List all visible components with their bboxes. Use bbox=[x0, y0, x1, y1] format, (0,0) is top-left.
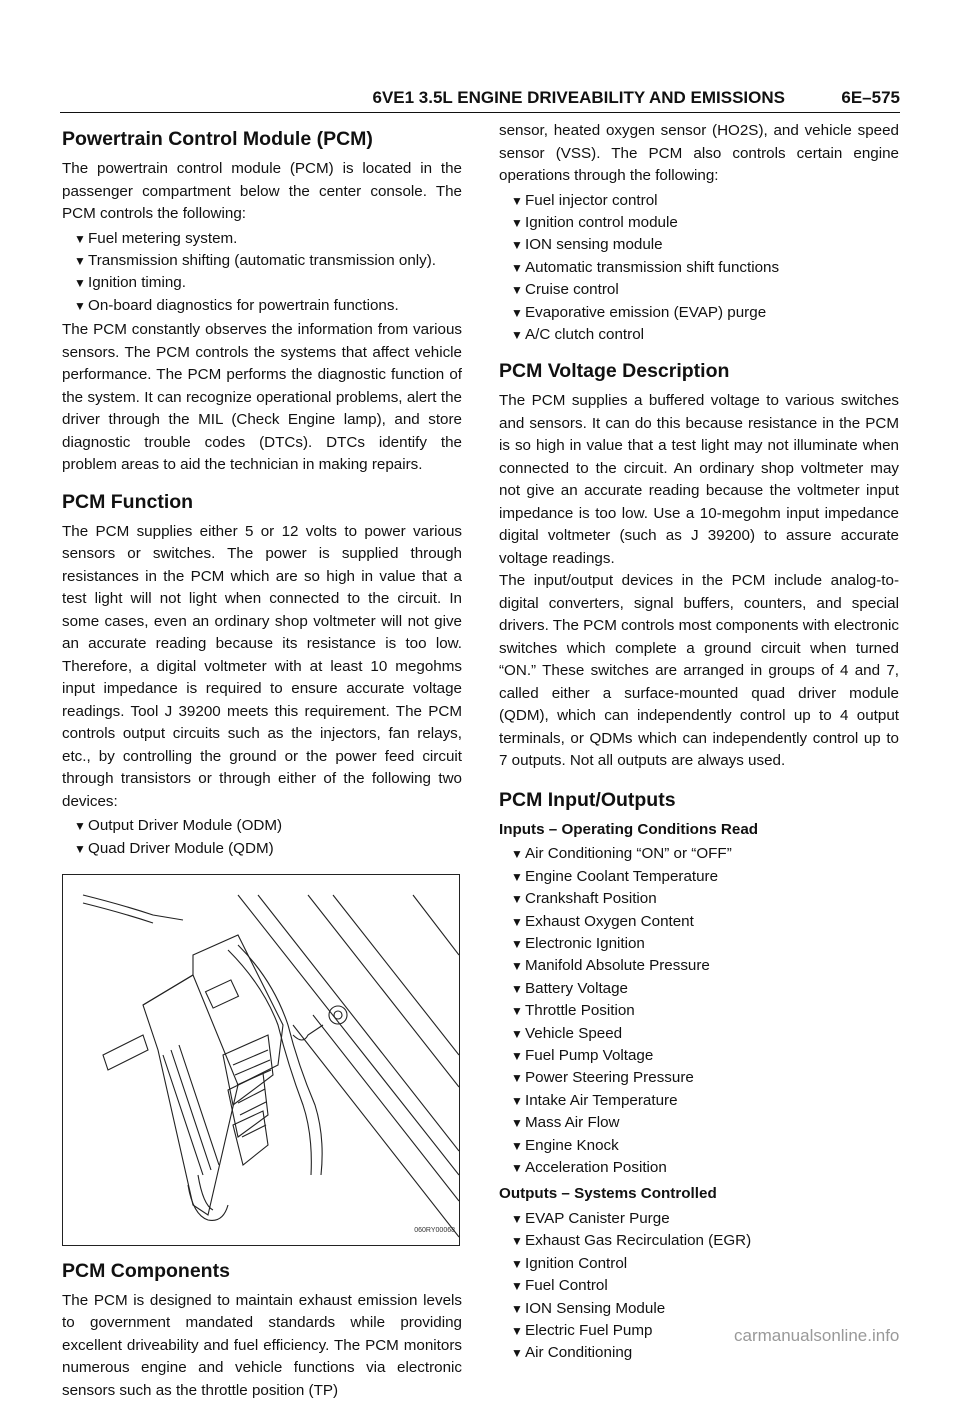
list-item: ▼ A/C clutch control bbox=[511, 324, 899, 346]
list-item: ▼ Battery Voltage bbox=[511, 978, 899, 1000]
voltage-text-1: The PCM supplies a buffered voltage to various switches and sensors. It can do this because resistance in the PCM is so high in value that a test light may not illuminate when connected to the circuit. An ordinary shop voltmeter may not give an accurate reading because the voltmeter input impedance is too low. Use a 10-megohm input impedance digital voltmeter (such as J 39200) to assure accurate voltage readings. bbox=[499, 392, 899, 567]
list-item: ▼ Exhaust Gas Recirculation (EGR) bbox=[511, 1230, 899, 1252]
operations-list bbox=[499, 190, 899, 347]
bullet-icon: ▼ bbox=[74, 231, 86, 246]
components-text: The PCM is designed to maintain exhaust emission levels to government mandated standards while providing excellent driveability and fuel efficiency. The PCM monitors numerous engine and vehicle functions via electronic sensors such as the throttle position (TP) bbox=[62, 1291, 462, 1399]
bullet-icon: ▼ bbox=[511, 260, 523, 275]
bullet-icon: ▼ bbox=[511, 193, 523, 208]
io-heading: PCM Input/Outputs bbox=[499, 788, 676, 811]
list-item: ▼ Ignition Control bbox=[511, 1253, 899, 1275]
outputs-heading: Outputs – Systems Controlled bbox=[499, 1185, 717, 1203]
list-item: ▼ Output Driver Module (ODM) bbox=[74, 815, 462, 837]
list-item: ▼ Automatic transmission shift functions bbox=[511, 257, 899, 279]
inputs-list bbox=[499, 843, 899, 1179]
function-heading: PCM Function bbox=[62, 490, 194, 513]
list-item: ▼ Mass Air Flow bbox=[511, 1112, 899, 1134]
list-item: ▼ Fuel Pump Voltage bbox=[511, 1045, 899, 1067]
bullet-icon: ▼ bbox=[511, 238, 523, 253]
list-item: ▼ Fuel Control bbox=[511, 1275, 899, 1297]
bullet-icon: ▼ bbox=[511, 847, 523, 862]
list-item: ▼ ION sensing module bbox=[511, 234, 899, 256]
right-column bbox=[499, 120, 899, 1367]
list-item: ▼ Transmission shifting (automatic transmission only). bbox=[74, 250, 462, 272]
list-item: ▼ Evaporative emission (EVAP) purge bbox=[511, 302, 899, 324]
watermark: carmanualsonline.info bbox=[734, 1326, 900, 1345]
header-rule bbox=[60, 112, 900, 113]
bullet-icon: ▼ bbox=[511, 1093, 523, 1108]
list-item: ▼ Throttle Position bbox=[511, 1000, 899, 1022]
bullet-icon: ▼ bbox=[511, 327, 523, 342]
bullet-icon: ▼ bbox=[511, 305, 523, 320]
pcm-intro: The powertrain control module (PCM) is located in the passenger compartment below the center console. The PCM controls the following: bbox=[62, 160, 462, 222]
pcm-observes-text: The PCM constantly observes the information from various sensors. The PCM controls the systems that affect vehicle performance. The PCM performs the diagnostic function of the system. It can recognize operational problems, alert the driver through the MIL (Check Engine lamp), and store diagnostic trouble codes (DTCs). DTCs identify the problem areas to aid the technician in making repairs. bbox=[62, 321, 462, 474]
bullet-icon: ▼ bbox=[511, 959, 523, 974]
pcm-drawing bbox=[63, 875, 459, 1245]
bullet-icon: ▼ bbox=[74, 819, 86, 834]
bullet-icon: ▼ bbox=[511, 1234, 523, 1249]
list-item: ▼ Fuel injector control bbox=[511, 190, 899, 212]
bullet-icon: ▼ bbox=[511, 936, 523, 951]
bullet-icon: ▼ bbox=[511, 1301, 523, 1316]
pcm-illustration bbox=[62, 874, 460, 1246]
list-item: ▼ Cruise control bbox=[511, 279, 899, 301]
bullet-icon: ▼ bbox=[511, 981, 523, 996]
list-item: ▼ ION Sensing Module bbox=[511, 1298, 899, 1320]
bullet-icon: ▼ bbox=[511, 892, 523, 907]
list-item: ▼ Quad Driver Module (QDM) bbox=[74, 838, 462, 860]
inputs-heading: Inputs – Operating Conditions Read bbox=[499, 820, 759, 838]
list-item: ▼ Ignition timing. bbox=[74, 272, 462, 294]
bullet-icon: ▼ bbox=[511, 1116, 523, 1131]
list-item: ▼ Electric Fuel Pump bbox=[511, 1320, 899, 1342]
function-text: The PCM supplies either 5 or 12 volts to power various sensors or switches. The power is supplied through resistances in the PCM which are so high in value that a test light will not light when connected to the circuit. In some cases, even an ordinary shop voltmeter will not give an accurate reading because its resistance is too low. Therefore, a digital voltmeter with at least 10 megohms input impedance is required to ensure accurate voltage readings. Tool J 39200 meets this requirement. The PCM controls output circuits such as the injectors, fan relays, etc., by controlling the ground or the power feed circuit through transistors or through either of the following two devices: bbox=[62, 522, 462, 810]
voltage-heading: PCM Voltage Description bbox=[499, 360, 730, 383]
list-item: ▼ Power Steering Pressure bbox=[511, 1067, 899, 1089]
list-item: ▼ On-board diagnostics for powertrain functions. bbox=[74, 295, 462, 317]
page-header bbox=[60, 88, 900, 112]
bullet-icon: ▼ bbox=[511, 914, 523, 929]
list-item: ▼ Vehicle Speed bbox=[511, 1023, 899, 1045]
bullet-icon: ▼ bbox=[511, 1211, 523, 1226]
bullet-icon: ▼ bbox=[511, 1323, 523, 1338]
bullet-icon: ▼ bbox=[511, 869, 523, 884]
bullet-icon: ▼ bbox=[511, 1071, 523, 1086]
page-number: 6E–575 bbox=[841, 88, 900, 107]
bullet-icon: ▼ bbox=[511, 1049, 523, 1063]
bullet-icon: ▼ bbox=[511, 283, 523, 298]
bullet-icon: ▼ bbox=[74, 841, 86, 856]
bullet-icon: ▼ bbox=[511, 1346, 523, 1361]
list-item: ▼ Ignition control module bbox=[511, 212, 899, 234]
bullet-icon: ▼ bbox=[74, 276, 86, 291]
pcm-controls-list bbox=[62, 228, 462, 318]
bullet-icon: ▼ bbox=[511, 1138, 523, 1153]
components-heading: PCM Components bbox=[62, 1259, 230, 1282]
list-item: ▼ Manifold Absolute Pressure bbox=[511, 955, 899, 977]
pcm-heading: Powertrain Control Module (PCM) bbox=[62, 128, 373, 150]
list-item: ▼ Exhaust Oxygen Content bbox=[511, 911, 899, 933]
components-cont-text: sensor, heated oxygen sensor (HO2S), and vehicle speed sensor (VSS). The PCM also controls certain engine operations through the following: bbox=[499, 122, 899, 184]
bullet-icon: ▼ bbox=[74, 253, 86, 268]
bullet-icon: ▼ bbox=[74, 298, 86, 313]
list-item: ▼ Acceleration Position bbox=[511, 1157, 899, 1179]
header-title: 6VE1 3.5L ENGINE DRIVEABILITY AND EMISSIONS bbox=[372, 88, 785, 107]
bullet-icon: ▼ bbox=[511, 215, 523, 230]
list-item: ▼ Engine Knock bbox=[511, 1135, 899, 1157]
list-item: ▼ Crankshaft Position bbox=[511, 888, 899, 910]
figure-id: 060RY00068 bbox=[414, 1227, 455, 1235]
list-item: ▼ Air Conditioning bbox=[511, 1342, 899, 1364]
bullet-icon: ▼ bbox=[511, 1004, 523, 1019]
left-column bbox=[62, 120, 462, 1402]
function-devices-list bbox=[62, 815, 462, 860]
list-item: ▼ Intake Air Temperature bbox=[511, 1090, 899, 1112]
bullet-icon: ▼ bbox=[511, 1161, 523, 1176]
bullet-icon: ▼ bbox=[511, 1256, 523, 1271]
bullet-icon: ▼ bbox=[511, 1026, 523, 1041]
list-item: ▼ Electronic Ignition bbox=[511, 933, 899, 955]
list-item: ▼ Engine Coolant Temperature bbox=[511, 866, 899, 888]
voltage-text-2: The input/output devices in the PCM include analog-to-digital converters, signal buffers, counters, and special drivers. The PCM controls most components with electronic switches which complete a ground circuit when turned “ON.” These switches are arranged in groups of 4 and 7, called either a surface-mounted quad driver module (QDM), which can independently control up to 4 output terminals, or QDMs which can independently control up to 7 outputs. Not all outputs are always used. bbox=[499, 572, 899, 770]
list-item: ▼ Fuel metering system. bbox=[74, 228, 462, 250]
list-item: ▼ EVAP Canister Purge bbox=[511, 1208, 899, 1230]
list-item: ▼ Air Conditioning “ON” or “OFF” bbox=[511, 843, 899, 865]
bullet-icon: ▼ bbox=[511, 1279, 523, 1294]
